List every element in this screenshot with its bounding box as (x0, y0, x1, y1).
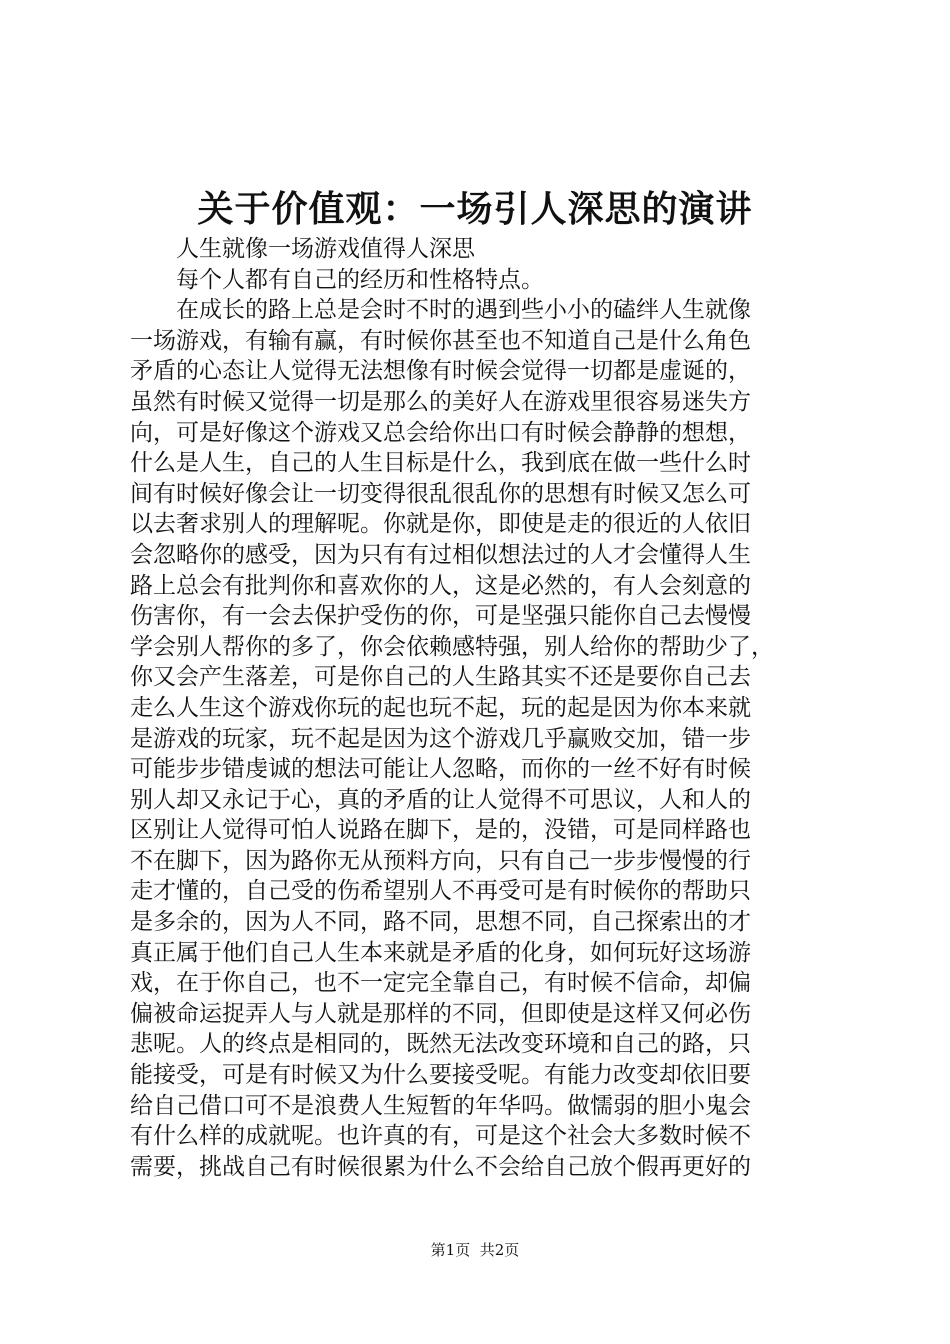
document-title: 关于价值观：一场引人深思的演讲 (197, 189, 753, 230)
body-line: 能接受，可是有时候又为什么要接受呢。有能力改变却依旧要 (130, 1062, 751, 1089)
body-line: 别人却又永记于心，真的矛盾的让人觉得不可思议，人和人的 (130, 786, 751, 813)
body-line: 走才懂的，自己受的伤希望别人不再受可是有时候你的帮助只 (130, 878, 751, 905)
body-line: 真正属于他们自己人生本来就是矛盾的化身，如何玩好这场游 (130, 939, 751, 966)
body-line: 你又会产生落差，可是你自己的人生路其实不还是要你自己去 (130, 664, 751, 691)
page-number: 第1页 (430, 1241, 471, 1259)
body-line: 不在脚下，因为路你无从预料方向，只有自己一步步慢慢的行 (130, 847, 751, 874)
body-line: 人生就像一场游戏值得人深思 (176, 236, 475, 262)
body-line: 一场游戏，有输有赢，有时候你甚至也不知道自己是什么角色 (130, 327, 751, 354)
body-line: 偏被命运捉弄人与人就是那样的不同，但即使是这样又何必伤 (130, 1000, 751, 1027)
body-line: 间有时候好像会让一切变得很乱很乱你的思想有时候又怎么可 (130, 480, 751, 507)
body-line: 在成长的路上总是会时不时的遇到些小小的磕绊人生就像 (176, 297, 751, 324)
body-line: 学会别人帮你的多了，你会依赖感特强，别人给你的帮助少了， (130, 633, 774, 660)
body-line: 伤害你，有一会去保护受伤的你，可是坚强只能你自己去慢慢 (130, 603, 751, 630)
body-line: 会忽略你的感受，因为只有有过相似想法过的人才会懂得人生 (130, 541, 751, 568)
body-line: 给自己借口可不是浪费人生短暂的年华吗。做懦弱的胆小鬼会 (130, 1092, 751, 1119)
document-body (130, 234, 820, 1182)
body-line: 是游戏的玩家，玩不起是因为这个游戏几乎赢败交加，错一步 (130, 725, 751, 752)
page-total: 共2页 (479, 1241, 520, 1259)
body-line: 悲呢。人的终点是相同的，既然无法改变环境和自己的路，只 (130, 1031, 751, 1058)
body-line: 有什么样的成就呢。也许真的有，可是这个社会大多数时候不 (130, 1123, 751, 1150)
body-line: 可能步步错虔诚的想法可能让人忽略，而你的一丝不好有时候 (130, 756, 751, 783)
body-line: 区别让人觉得可怕人说路在脚下，是的，没错，可是同样路也 (130, 817, 751, 844)
body-line: 路上总会有批判你和喜欢你的人，这是必然的，有人会刻意的 (130, 572, 751, 599)
page-footer (0, 1240, 950, 1260)
body-line: 什么是人生，自己的人生目标是什么，我到底在做一些什么时 (130, 450, 751, 477)
body-line: 戏，在于你自己，也不一定完全靠自己，有时候不信命，却偏 (130, 970, 751, 997)
body-line: 是多余的，因为人不同，路不同，思想不同，自己探索出的才 (130, 909, 751, 936)
body-line: 以去奢求别人的理解呢。你就是你，即使是走的很近的人依旧 (130, 511, 751, 538)
body-line: 需要，挑战自己有时候很累为什么不会给自己放个假再更好的 (130, 1153, 751, 1180)
body-line: 矛盾的心态让人觉得无法想像有时候会觉得一切都是虚诞的， (130, 358, 751, 385)
body-line: 虽然有时候又觉得一切是那么的美好人在游戏里很容易迷失方 (130, 388, 751, 415)
body-line: 走么人生这个游戏你玩的起也玩不起，玩的起是因为你本来就 (130, 694, 751, 721)
body-line: 向，可是好像这个游戏又总会给你出口有时候会静静的想想， (130, 419, 751, 446)
body-line: 每个人都有自己的经历和性格特点。 (176, 266, 544, 293)
